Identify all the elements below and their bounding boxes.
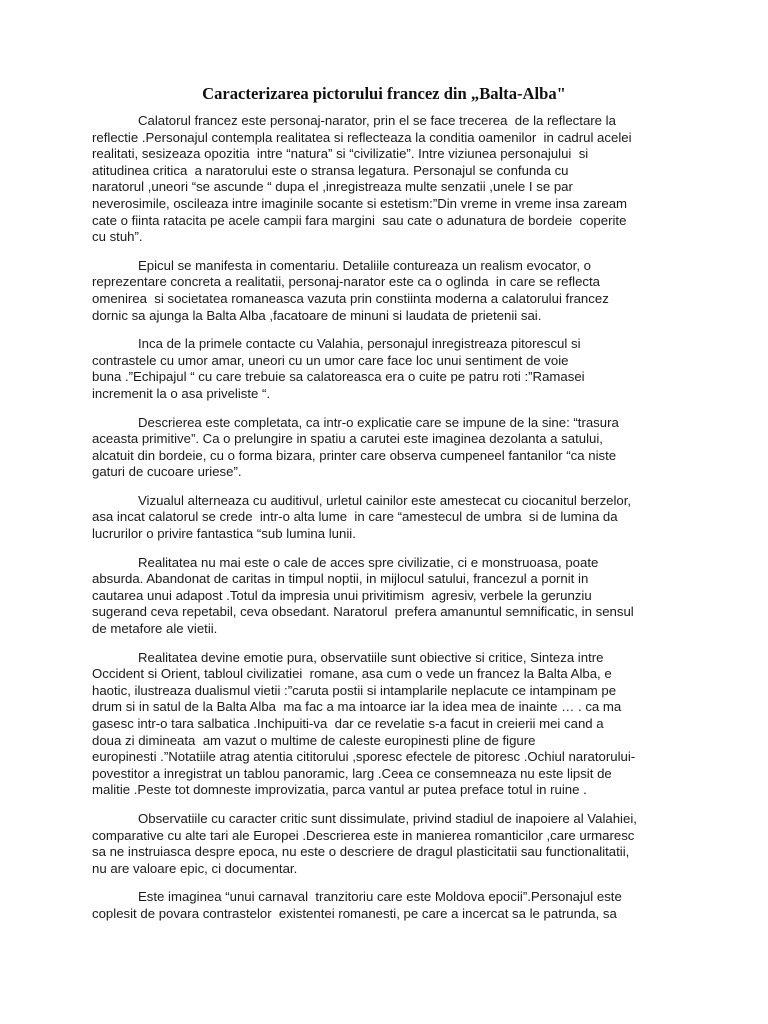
paragraph (92, 555, 678, 638)
text-line: cu stuh”. (92, 229, 143, 245)
paragraph (92, 650, 678, 799)
text-line: sugerand ceva repetabil, ceva obsedant. Naratorul prefera amanuntul semnificatic, in sensul (92, 604, 634, 620)
text-line: absurda. Abandonat de caritas in timpul noptii, in mijlocul satului, francezul a pornit in (92, 571, 589, 587)
text-line: reflectie .Personajul contempla realitatea si reflecteaza la conditia oamenilor in cadrul acelei (92, 129, 632, 145)
text-line: povestitor a inregistrat un tablou panoramic, larg .Ceea ce consemneaza nu este lipsit de (92, 765, 612, 781)
document-title: Caracterizarea pictorului francez din „Balta-Alba" (202, 84, 566, 103)
text-line: realitati, sesizeaza opozitia intre “natura” si “civilizatie”. Intre viziunea personajului si (92, 146, 589, 162)
text-line: aceasta primitive”. Ca o prelungire in spatiu a carutei este imaginea dezolanta a satului, (92, 431, 603, 447)
text-line: neverosimile, oscileaza intre imaginile socante si estetism:”Din vreme in vreme insa zaream (92, 195, 628, 211)
paragraph (92, 113, 678, 246)
text-line: atitudinea critica a naratorului este o stransa legatura. Personajul se confunda cu (92, 162, 569, 178)
text-line: Realitatea nu mai este o cale de acces spre civilizatie, ci e monstruoasa, poate (138, 554, 599, 570)
text-line: Este imaginea “unui carnaval tranzitoriu care este Moldova epocii”.Personajul este (138, 889, 622, 905)
text-line: omenirea si societatea romaneasca vazuta prin constiinta moderna a calatorului francez (92, 290, 609, 306)
paragraph (92, 493, 678, 543)
text-line: lucrurilor o privire fantastica “sub lumina lunii. (92, 526, 356, 542)
text-line: haotic, ilustreaza dualismul vietii :”caruta postii si intamplarile neplacute ce intampinam pe (92, 682, 617, 698)
paragraph (92, 258, 678, 324)
text-line: malitie .Peste tot domneste improvizatia, parca vantul ar putea preface totul in ruine . (92, 782, 587, 798)
text-line: sa ne instruiasca despre epoca, nu este o descriere de dragul plasticitatii sau functionalitatii, (92, 844, 630, 860)
text-line: Vizualul alterneaza cu auditivul, urletul cainilor este amestecat cu ciocanitul berzelor, (138, 492, 632, 508)
text-line: coplesit de povara contrastelor existentei romanesti, pe care a incercat sa le patrunda, sa (92, 905, 617, 921)
text-line: contrastele cu umor amar, uneori cu un umor care face loc unui sentiment de voie (92, 352, 569, 368)
text-line: Realitatea devine emotie pura, observatiile sunt obiective si critice, Sinteza intre (138, 649, 604, 665)
text-line: de metafore ale vietii. (92, 621, 218, 637)
text-line: Inca de la primele contacte cu Valahia, personajul inregistreaza pitorescul si (138, 336, 581, 352)
document-body (92, 113, 678, 935)
text-line: Occident si Orient, tabloul civilizatiei romane, asa cum o vede un francez la Balta Alba, e (92, 666, 612, 682)
text-line: comparative cu alte tari ale Europei .Descrierea este in manierea romanticilor ,care urmaresc (92, 827, 635, 843)
text-line: naratorul ,uneori “se ascunde “ dupa el ,inregistreaza multe senzatii ,unele I se par (92, 179, 573, 195)
text-line: cate o fiinta ratacita pe acele campii fara margini sau cate o adunatura de bordeie coperite (92, 212, 627, 228)
text-line: europinesti .”Notatiile atrag atentia cititorului ,sporesc efectele de pitoresc .Ochiul naratorului- (92, 749, 636, 765)
text-line: alcatuit din bordeie, cu o forma bizara, printer care observa cumpeneel fantanilor “ca niste (92, 447, 617, 463)
paragraph (92, 889, 678, 922)
text-line: gasesc intr-o tara salbatica .Inchipuiti-va dar ce revelatie s-a facut in creierii mei cand a (92, 716, 604, 731)
text-line: doua zi dimineata am vazut o multime de caleste europinesti pline de figure (92, 732, 536, 748)
text-line: Observatiile cu caracter critic sunt dissimulate, privind stadiul de inapoiere al Valahiei, (138, 810, 637, 826)
text-line: Calatorul francez este personaj-narator, prin el se face trecerea de la reflectare la (138, 113, 616, 128)
text-line: reprezentare concreta a realitatii, personaj-narator este ca o oglinda in care se reflecta (92, 274, 600, 290)
paragraph (92, 415, 678, 481)
text-line: drum si in satul de la Balta Alba ma fac a ma intoarce iar la idea mea de inainte … . ca ma (92, 699, 622, 715)
text-line: buna .”Echipajul “ cu care trebuie sa calatoreasca era o cuite pe patru roti :”Ramasei (92, 369, 585, 385)
text-line: gaturi de cucoare uriese”. (92, 464, 242, 480)
text-line: Epicul se manifesta in comentariu. Detaliile contureaza un realism evocator, o (138, 257, 591, 273)
text-line: Descrierea este completata, ca intr-o explicatie care se impune de la sine: “trasura (138, 414, 619, 430)
text-line: cautarea unui adapost .Totul da impresia unui privitimism agresiv, verbele la gerunziu (92, 587, 592, 603)
paragraph (92, 336, 678, 402)
text-line: nu are valoare epic, ci documentar. (92, 860, 298, 876)
text-line: incremenit la o asa priveliste “. (92, 385, 271, 401)
paragraph (92, 811, 678, 877)
text-line: asa incat calatorul se crede intr-o alta lume in care “amestecul de umbra si de lumina da (92, 509, 618, 525)
text-line: dornic sa ajunga la Balta Alba ,facatoare de minuni si laudata de prietenii sai. (92, 307, 542, 323)
